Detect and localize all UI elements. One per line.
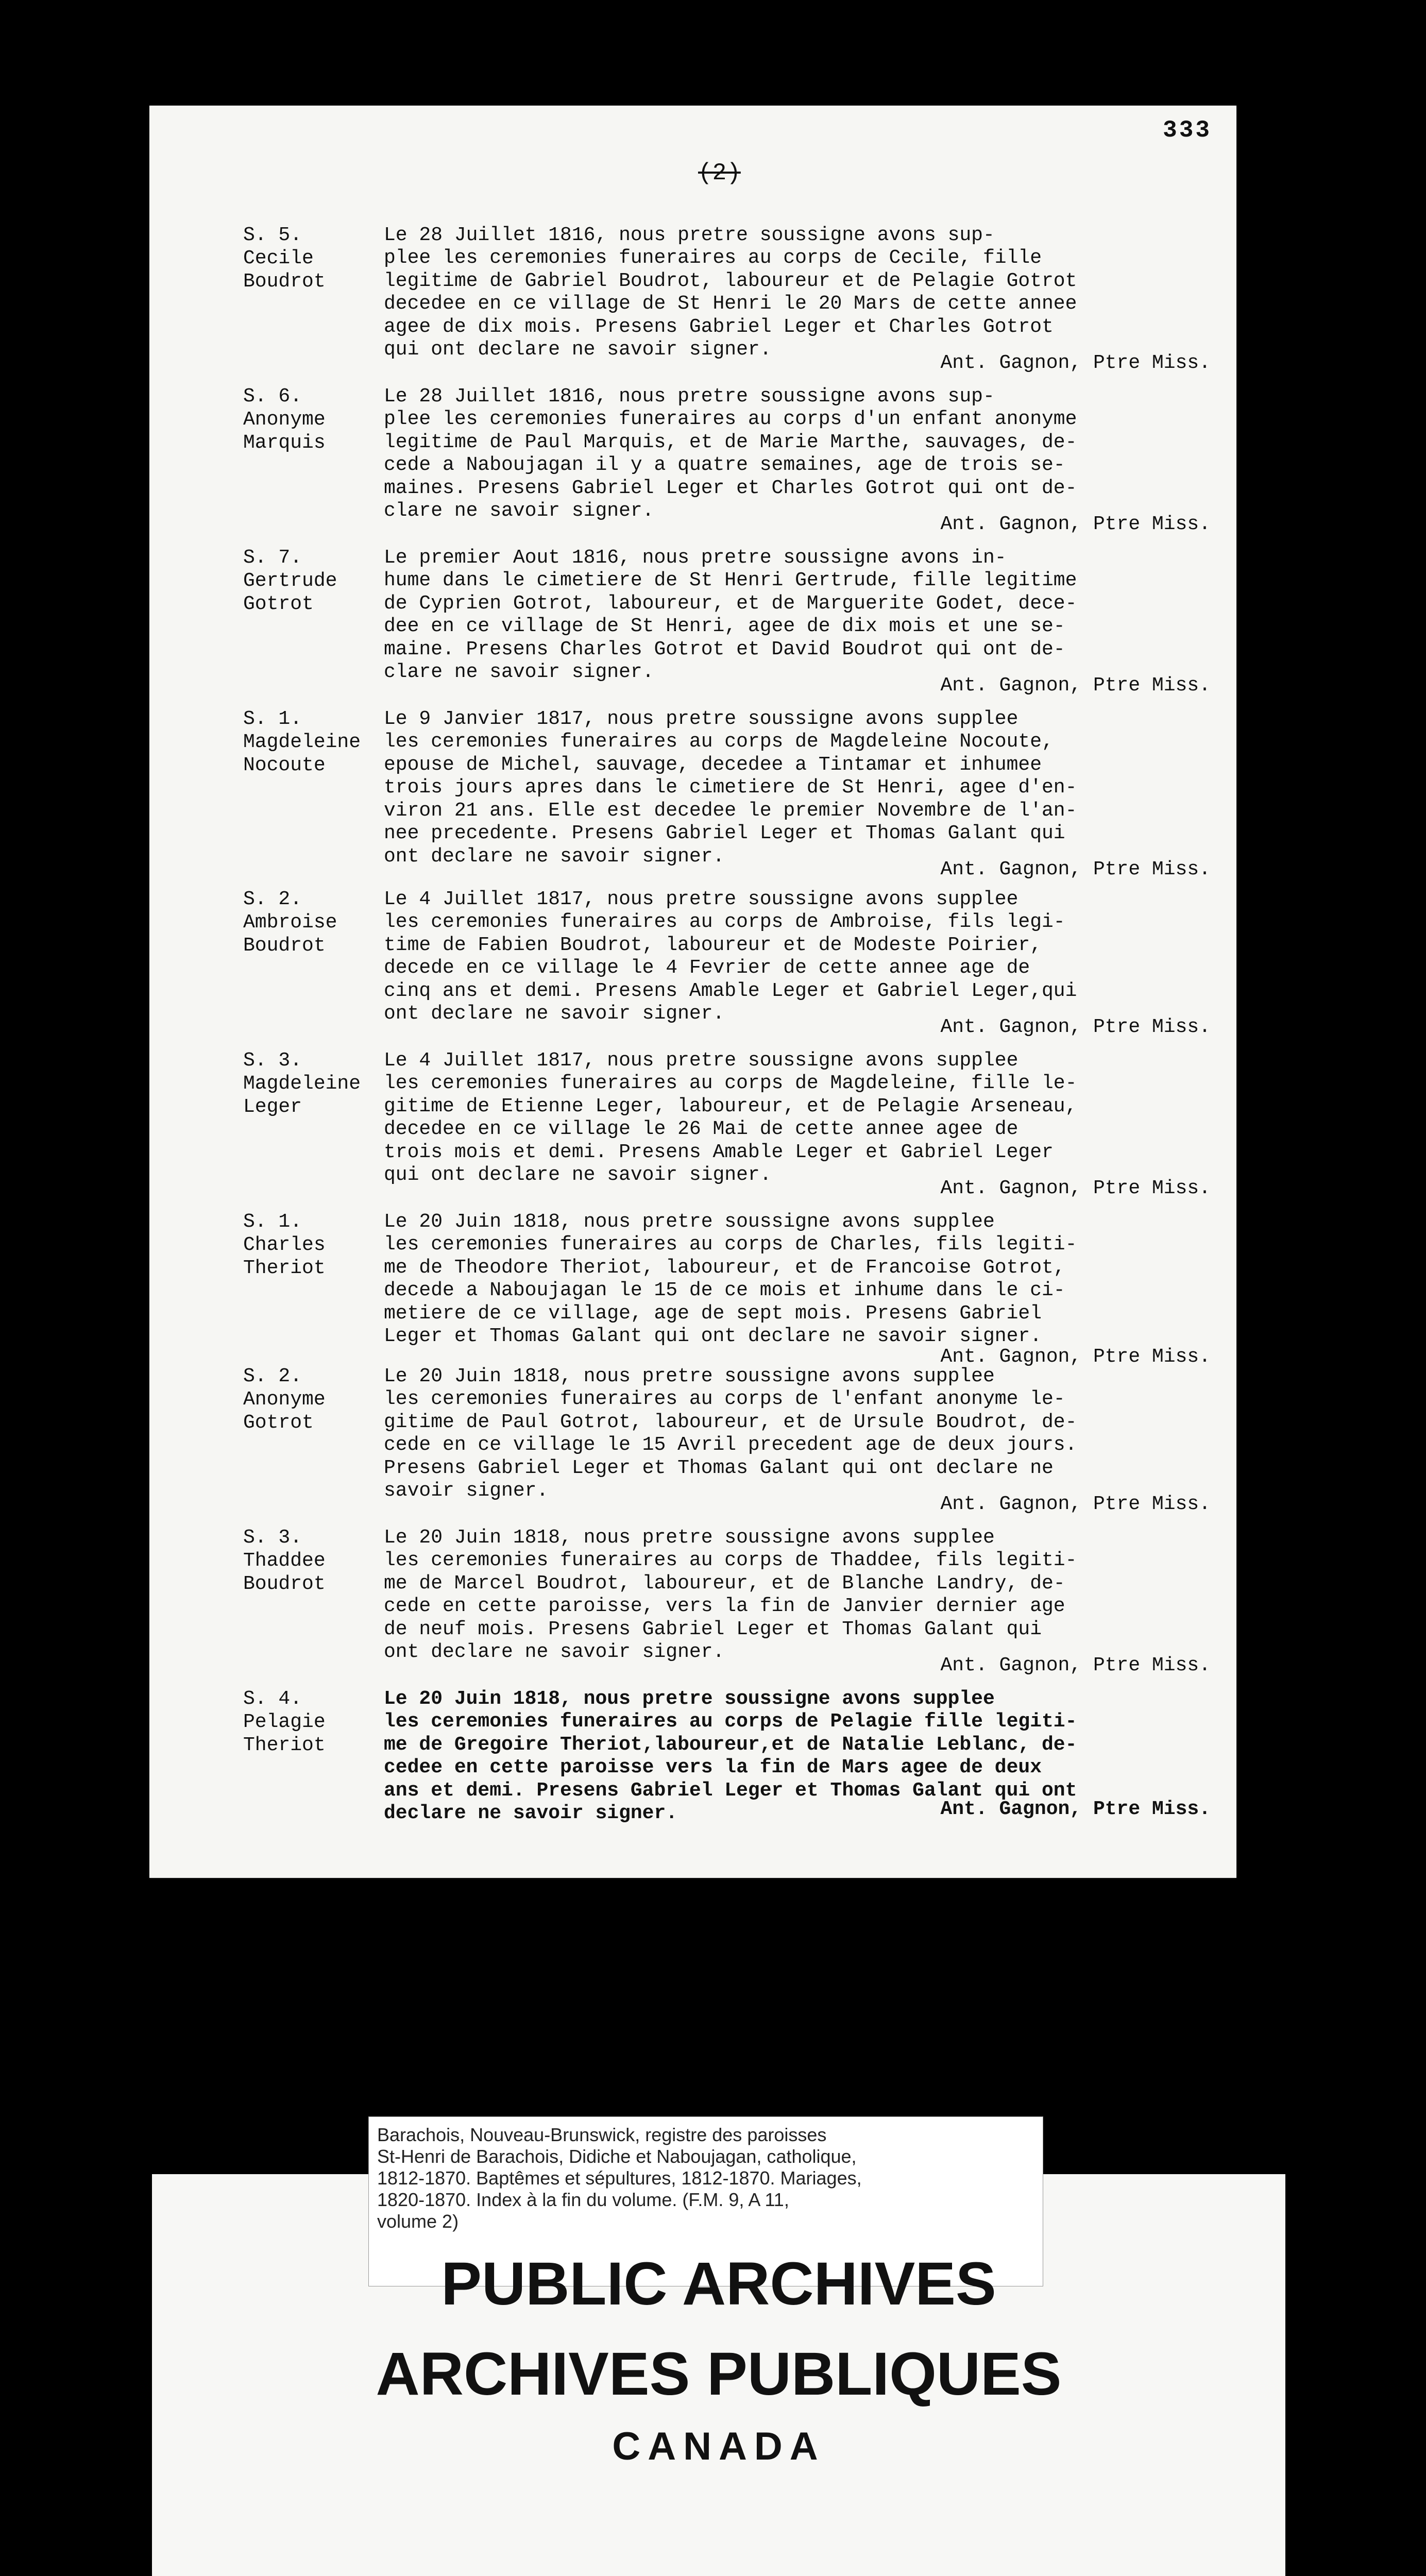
burial-entry	[149, 547, 1236, 708]
entry-text: Le 20 Juin 1818, nous pretre soussigne avons supplee les ceremonies funeraires au corps de Pelagie fille legiti- me de Gregoire Theriot,laboureur,et de Natalie Leblanc, de- cedee en cette paroisse vers la fin de Mars agee de deux ans et demi. Presens Gabriel Leger et Thomas Galant qui ont declare ne savoir signer.	[384, 1688, 1077, 1825]
archive-country: CANADA	[612, 2425, 825, 2468]
entry-margin-label: S. 6. Anonyme Marquis	[243, 385, 326, 454]
entry-signature: Ant. Gagnon, Ptre Miss.	[940, 513, 1211, 535]
entry-margin-label: S. 1. Charles Theriot	[243, 1211, 326, 1279]
burial-entries	[149, 224, 1236, 1849]
burial-entry	[149, 888, 1236, 1049]
entry-text: Le 20 Juin 1818, nous pretre soussigne avons supplee les ceremonies funeraires au corps de Charles, fils legiti- me de Theodore Theriot, laboureur, et de Francoise Gotrot, decede a Naboujagan le 15 de ce mois et inhume dans le ci- metiere de ce village, age de sept mois. Presens Gabriel Leger et Thomas Galant qui ont declare ne savoir signer.	[384, 1211, 1077, 1348]
archive-caption: Barachois, Nouveau-Brunswick, registre des paroisses St-Henri de Barachois, Didiche et Naboujagan, catholique, 1812-1870. Baptêmes et sépultures, 1812-1870. Mariages, 1820-1870. Index à la fin du volume. (F.M. 9, A 11, volume 2)	[368, 2116, 1043, 2286]
entry-margin-label: S. 2. Ambroise Boudrot	[243, 888, 337, 957]
entry-text: Le 4 Juillet 1817, nous pretre soussigne avons supplee les ceremonies funeraires au corps de Ambroise, fils legi- time de Fabien Boudrot, laboureur et de Modeste Poirier, decede en ce village le 4 Fevrier de cette annee age de cinq ans et demi. Presens Amable Leger et Gabriel Leger,qui ont declare ne savoir signer.	[384, 888, 1077, 1025]
page-sub-number: (2)	[698, 160, 741, 187]
entry-margin-label: S. 1. Magdeleine Nocoute	[243, 708, 361, 776]
entry-text: Le 4 Juillet 1817, nous pretre soussigne avons supplee les ceremonies funeraires au corps de Magdeleine, fille le- gitime de Etienne Leger, laboureur, et de Pelagie Arseneau, decedee en ce village le 26 Mai de cette annee agee de trois mois et demi. Presens Amable Leger et Gabriel Leger qui ont declare ne savoir signer.	[384, 1049, 1077, 1187]
entry-text: Le 20 Juin 1818, nous pretre soussigne avons supplee les ceremonies funeraires au corps de Thaddee, fils legiti- me de Marcel Boudrot, laboureur, et de Blanche Landry, de- cede en cette paroisse, vers la fin de Janvier dernier age de neuf mois. Presens Gabriel Leger et Thomas Galant qui ont declare ne savoir signer.	[384, 1527, 1077, 1664]
entry-signature: Ant. Gagnon, Ptre Miss.	[940, 1798, 1211, 1820]
entry-margin-label: S. 3. Thaddee Boudrot	[243, 1527, 326, 1595]
archive-title-french: ARCHIVES PUBLIQUES	[376, 2340, 1062, 2408]
entry-text: Le premier Aout 1816, nous pretre soussigne avons in- hume dans le cimetiere de St Henri Gertrude, fille legitime de Cyprien Gotrot, laboureur, et de Marguerite Godet, dece- dee en ce village de St Henri, agee de dix mois et une se- maine. Presens Charles Gotrot et David Boudrot qui ont de- clare ne savoir signer.	[384, 547, 1077, 684]
entry-signature: Ant. Gagnon, Ptre Miss.	[940, 674, 1211, 697]
entry-signature: Ant. Gagnon, Ptre Miss.	[940, 1493, 1211, 1515]
burial-entry	[149, 1688, 1236, 1849]
entry-text: Le 28 Juillet 1816, nous pretre soussigne avons sup- plee les ceremonies funeraires au corps d'un enfant anonyme legitime de Paul Marquis, et de Marie Marthe, sauvages, de- cede a Naboujagan il y a quatre semaines, age de trois se- maines. Presens Gabriel Leger et Charles Gotrot qui ont de- clare ne savoir signer.	[384, 385, 1077, 522]
burial-entry	[149, 1527, 1236, 1688]
entry-signature: Ant. Gagnon, Ptre Miss.	[940, 858, 1211, 880]
burial-entry	[149, 708, 1236, 888]
burial-entry	[149, 385, 1236, 547]
entry-signature: Ant. Gagnon, Ptre Miss.	[940, 352, 1211, 374]
entry-text: Le 9 Janvier 1817, nous pretre soussigne avons supplee les ceremonies funeraires au corps de Magdeleine Nocoute, epouse de Michel, sauvage, decedee a Tintamar et inhumee trois jours apres dans le cimetiere de St Henri, agee d'en- viron 21 ans. Elle est decedee le premier Novembre de l'an- nee precedente. Presens Gabriel Leger et Thomas Galant qui ont declare ne savoir signer.	[384, 708, 1077, 868]
entry-margin-label: S. 5. Cecile Boudrot	[243, 224, 326, 293]
burial-entry	[149, 1211, 1236, 1368]
entry-signature: Ant. Gagnon, Ptre Miss.	[940, 1016, 1211, 1038]
entry-margin-label: S. 2. Anonyme Gotrot	[243, 1365, 326, 1434]
register-page	[149, 106, 1236, 1878]
entry-text: Le 28 Juillet 1816, nous pretre soussigne avons sup- plee les ceremonies funeraires au corps de Cecile, fille legitime de Gabriel Boudrot, laboureur et de Pelagie Gotrot decedee en ce village de St Henri le 20 Mars de cette annee agee de dix mois. Presens Gabriel Leger et Charles Gotrot qui ont declare ne savoir signer.	[384, 224, 1077, 361]
entry-margin-label: S. 7. Gertrude Gotrot	[243, 547, 337, 615]
page-number: 333	[1163, 117, 1212, 144]
entry-signature: Ant. Gagnon, Ptre Miss.	[940, 1177, 1211, 1199]
burial-entry	[149, 1365, 1236, 1527]
entry-margin-label: S. 4. Pelagie Theriot	[243, 1688, 326, 1756]
entry-signature: Ant. Gagnon, Ptre Miss.	[940, 1654, 1211, 1676]
entry-margin-label: S. 3. Magdeleine Leger	[243, 1049, 361, 1118]
entry-text: Le 20 Juin 1818, nous pretre soussigne avons supplee les ceremonies funeraires au corps de l'enfant anonyme le- gitime de Paul Gotrot, laboureur, et de Ursule Boudrot, de- cede en ce village le 15 Avril precedent age de deux jours. Presens Gabriel Leger et Thomas Galant qui ont declare ne savoir signer.	[384, 1365, 1077, 1502]
entry-signature: Ant. Gagnon, Ptre Miss.	[940, 1346, 1211, 1368]
burial-entry	[149, 1049, 1236, 1211]
archive-title-english: PUBLIC ARCHIVES	[441, 2250, 996, 2318]
burial-entry	[149, 224, 1236, 385]
